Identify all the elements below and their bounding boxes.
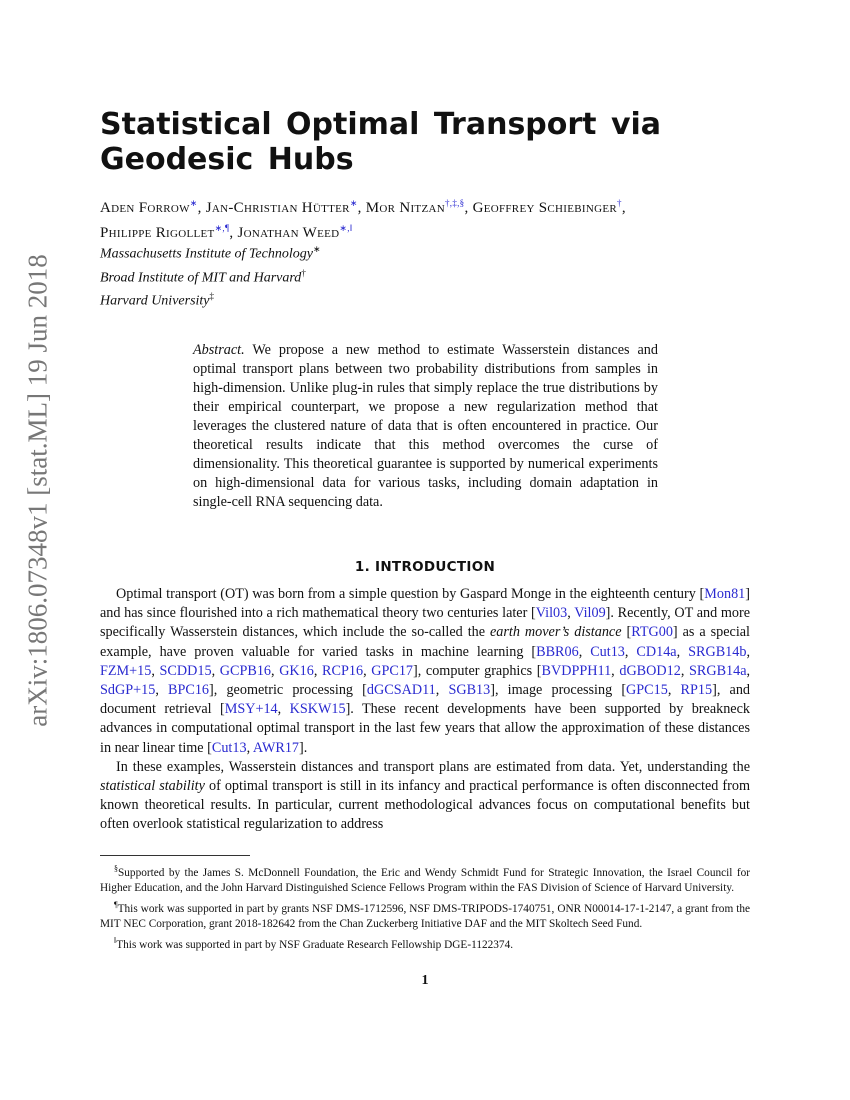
author-name: Jan-Christian Hütter (205, 200, 350, 216)
footnote-text: Supported by the James S. McDonnell Foundation, the Eric and Wendy Schmidt Fund for Strategic Innovation, the Israel Council for Higher Education, and the John Harvard Distinguished Science Fellows Program within the FAS Division of Science of Harvard University. (100, 866, 750, 894)
author-name: Aden Forrow (100, 200, 190, 216)
citation-link[interactable]: FZM+15 (100, 662, 152, 679)
citation-link[interactable]: Vil09 (574, 605, 606, 622)
footnote-text: This work was supported in part by NSF Graduate Research Fellowship DGE-1122374. (116, 938, 514, 951)
citation-link[interactable]: GK16 (279, 662, 314, 679)
citation-link[interactable]: SCDD15 (159, 662, 212, 679)
citation-link[interactable]: GPC17 (371, 662, 414, 679)
citation-link[interactable]: KSKW15 (289, 701, 346, 718)
citation-link[interactable]: Cut13 (590, 643, 625, 660)
affiliation-list (100, 240, 600, 311)
footnote-divider (100, 855, 250, 856)
citation-link[interactable]: RCP16 (322, 662, 364, 679)
author-affiliation-mark[interactable]: ∗ (349, 198, 358, 208)
paper-title: Statistical Optimal Transport via Geodesic Hubs (100, 107, 662, 177)
author-name: Mor Nitzan (365, 200, 445, 216)
author-affiliation-mark[interactable]: ∗,¶ (214, 223, 230, 233)
citation-link[interactable]: CD14a (636, 643, 677, 660)
footnote-mark: ¶ (114, 899, 118, 909)
affiliation-name: Harvard University (100, 293, 210, 309)
abstract-text: We propose a new method to estimate Wasserstein distances and optimal transport plans between two probability distributions from samples in high-dimension. Unlike plug-in rules that simply replace the true distributions by their empirical counterpart, we propose a new regularization method that leverages the clustered nature of data that is often encountered in practice. Our theoretical results indicate that this method overcomes the curse of dimensionality. This theoretical guarantee is supported by numerical experiments on high-dimensional data for various tasks, including domain adaptation in single-cell RNA sequencing data. (193, 342, 658, 510)
section-number: 1. (354, 559, 371, 575)
citation-link[interactable]: dGCSAD11 (366, 682, 436, 699)
arxiv-identifier-text: arXiv:1806.07348v1 [stat.ML] 19 Jun 2018 (22, 253, 53, 727)
citation-link[interactable]: BVDPPH11 (541, 662, 612, 679)
affiliation-item (100, 287, 600, 311)
footnote (100, 861, 750, 896)
footnote-mark: § (114, 864, 118, 873)
arxiv-identifier (18, 253, 58, 727)
footnote (100, 933, 750, 953)
affiliation-item (100, 264, 600, 288)
abstract (193, 341, 658, 512)
affiliation-item (100, 240, 600, 264)
citation-link[interactable]: dGBOD12 (619, 662, 681, 679)
citation-link[interactable]: BBR06 (536, 643, 579, 660)
citation-link[interactable]: Vil03 (535, 605, 568, 622)
affiliation-mark: † (301, 267, 306, 278)
footnote (100, 897, 750, 932)
author-affiliation-mark[interactable]: †,‡,§ (444, 198, 465, 208)
introduction-body (100, 585, 750, 835)
author-affiliation-mark[interactable]: ∗ (189, 198, 198, 208)
citation-link[interactable]: Cut13 (211, 739, 247, 756)
citation-link[interactable]: GCPB16 (219, 662, 272, 679)
citation-link[interactable]: GPC15 (626, 682, 668, 699)
author-name: Philippe Rigollet (100, 225, 215, 241)
citation-link[interactable]: RTG00 (631, 624, 673, 641)
author-name: Geoffrey Schiebinger (472, 200, 618, 216)
emphasized-text: earth mover’s distance (489, 624, 622, 641)
citation-link[interactable]: BPC16 (168, 682, 210, 699)
emphasized-text: statistical stability (100, 778, 205, 795)
footnote-text: This work was supported in part by grants NSF DMS-1712596, NSF DMS-TRIPODS-1740751, ONR N00014-17-1-2147, a grant from the MIT NEC Corporation, grant 2018-182642 from the Chan Zuckerberg Initiative DAF and the MIT Skoltech Seed Fund. (100, 902, 750, 930)
affiliation-name: Broad Institute of MIT and Harvard (100, 270, 302, 286)
citation-link[interactable]: SGB13 (448, 682, 491, 699)
body-paragraph: In these examples, Wasserstein distances and transport plans are estimated from data. Yet, understanding the statistical stability of optimal transport is still in its infancy and practical performance is often disconnected from known theoretical results. In particular, current methodological advances focus on computational benefits but often overlook statistical regularization to address (100, 758, 750, 833)
citation-link[interactable]: MSY+14 (224, 701, 278, 718)
page-number: 1 (421, 973, 429, 988)
author-affiliation-mark[interactable]: † (617, 198, 622, 208)
citation-link[interactable]: SRGB14a (689, 662, 747, 679)
footnotes (100, 861, 750, 953)
citation-link[interactable]: AWR17 (252, 739, 300, 756)
affiliation-name: Massachusetts Institute of Technology (100, 246, 313, 262)
footnote-mark: ‖ (114, 935, 117, 945)
author-list: Aden Forrow∗, Jan-Christian Hütter∗, Mor Nitzan†,‡,§, Geoffrey Schiebinger†, Philippe Rigollet∗,¶, Jonathan Weed∗,‖ (100, 198, 626, 241)
section-title: INTRODUCTION (375, 559, 496, 575)
citation-link[interactable]: Mon81 (704, 586, 746, 602)
affiliation-mark: ∗ (312, 244, 321, 254)
citation-link[interactable]: SRGB14b (688, 643, 747, 660)
author-affiliation-mark[interactable]: ∗,‖ (339, 223, 353, 233)
citation-link[interactable]: SdGP+15 (100, 682, 156, 699)
citation-link[interactable]: RP15 (680, 682, 713, 699)
body-paragraph: Optimal transport (OT) was born from a simple question by Gaspard Monge in the eighteenth century [Mon81] and has since flourished into a rich mathematical theory two centuries later [Vil03, Vil09]. Recently, OT and more specifically Wasserstein distances, which include the so-called the earth mover’s distance [RTG00] as a special example, have proven valuable for varied tasks in machine learning [BBR06, Cut13, CD14a, SRGB14b, FZM+15, SCDD15, GCPB16, GK16, RCP16, GPC17], computer graphics [BVDPPH11, dGBOD12, SRGB14a, SdGP+15, BPC16], geometric processing [dGCSAD11, SGB13], image processing [GPC15, RP15], and document retrieval [MSY+14, KSKW15]. These recent developments have been supported by breakneck advances in computational optimal transport in the last few years that allow the approximation of these distances in near linear time [Cut13, AWR17]. (100, 586, 751, 756)
author-name: Jonathan Weed (237, 225, 340, 241)
affiliation-mark: ‡ (209, 291, 215, 302)
section-heading (100, 559, 750, 575)
abstract-label: Abstract. (193, 342, 245, 358)
